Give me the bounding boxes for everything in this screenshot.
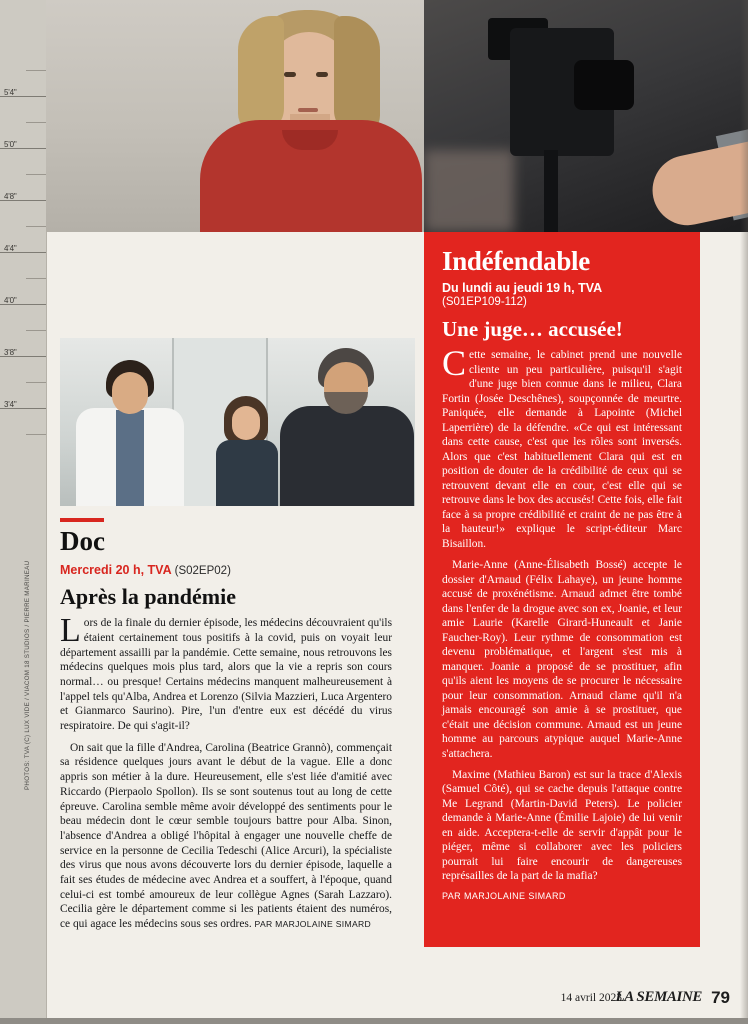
paragraph: Maxime (Mathieu Baron) est sur la trace d'Alexis (Samuel Côté), qui se cache depuis l'attaque contre Me Legrand (Martin-David Peters). Le policier demande à Marie-Anne (Émilie Lajoie) de lui venir en aide. Acceptera-t-elle de servir d'appât pour le piéger, même si collaborer avec les policiers pourrait lui faire encourir de dangereuses représailles de la part de la mafia? — [442, 768, 682, 883]
doc-series-scene-photo — [60, 338, 415, 506]
camera-operator-photo — [424, 0, 748, 232]
article-schedule: Du lundi au jeudi 19 h, TVA — [442, 281, 603, 295]
foreground-blur — [424, 150, 514, 232]
paragraph — [60, 612, 392, 734]
character-right — [276, 348, 415, 506]
doc-article — [60, 518, 392, 939]
paragraph — [60, 741, 392, 932]
paragraph-text: ette semaine, le cabinet prend une nouvelle cliente un peu particulière, puisqu'il s'agit d'une juge bien connue dans le milieu, Clara Fortin (Josée Deschênes), soupçonnée de meurtre. Paniquée, elle demande à Lapointe (Michel Laperrière) de la défendre. «Ce qui est intéressant dans cette cause, c'est que les rôles sont inversés. Alors que c'est habituellement Clara qui est en position de douter de la crédibilité de ceux qui se retrouvent devant elle en cour, c'est elle qui se retrouve dans le box des accusés! Cette fois, elle fait face à sa propre crédibilité et craint de ne pas être à la hauteur!» explique le script-éditeur Marc Bisaillon. — [442, 349, 682, 550]
article-headline: Après la pandémie — [60, 584, 236, 609]
measuring-ruler — [0, 0, 47, 1024]
schedule-text: Mercredi 20 h, TVA — [60, 563, 172, 577]
ruler-label: 4'8" — [4, 192, 17, 201]
ruler-label: 4'4" — [4, 244, 17, 253]
ruler-label: 4'0" — [4, 296, 17, 305]
page-edge-shadow — [740, 0, 748, 1024]
page-bottom-edge — [0, 1018, 748, 1024]
photo-credit: PHOTOS: TVA (C) LUX VIDE / VIACOM 18 STUDIOS / PIERRE MARINEAU — [24, 560, 31, 790]
article-byline: PAR MARJOLAINE SIMARD — [442, 890, 566, 901]
article-schedule — [60, 563, 392, 577]
tripod-shape — [544, 150, 558, 232]
paragraph-text: ors de la finale du dernier épisode, les médecins découvraient qu'ils étaient certainement tous positifs à la covid, puis on voyait leur département assailli par la pandémie. Cette semaine, nous retrouvons les médecins quelques mois plus tard, alors que la vie a repris son cours normal… ou presque! Certains médecins manquent malheureusement à l'appel tels qu'Alba, Andrea et Lorenzo (Silvia Mazzieri, Luca Argentero et Gianmarco Saurino). Pire, l'un d'entre eux est décédé du virus respiratoire. De qui s'agit-il? — [60, 617, 392, 733]
article-episode-code: (S02EP02) — [174, 565, 231, 577]
article-headline: Une juge… accusée! — [442, 317, 623, 342]
hair-right-shape — [334, 16, 380, 136]
issue-date: 14 avril 2023 — [560, 992, 622, 1004]
page-number: 79 — [711, 988, 730, 1007]
photo-subject — [186, 10, 436, 232]
ruler-label: 5'4" — [4, 88, 17, 97]
ruler-label: 3'4" — [4, 400, 17, 409]
page-footer — [0, 980, 748, 1006]
article-title: Doc — [60, 526, 105, 556]
article-title: Indéfendable — [442, 246, 590, 276]
character-left — [76, 360, 184, 506]
magazine-logo: LA SEMAINE — [615, 989, 702, 1005]
drop-cap: L — [60, 612, 81, 650]
character-center — [210, 396, 282, 506]
paragraph — [442, 343, 682, 551]
ruler-label: 3'8" — [4, 348, 17, 357]
drop-cap: C — [442, 343, 467, 384]
article-body — [60, 612, 392, 932]
title-rule — [60, 518, 104, 522]
article-byline: PAR MARJOLAINE SIMARD — [254, 919, 371, 930]
paragraph-text: On sait que la fille d'Andrea, Carolina (Beatrice Grannò), commençait sa résidence quelques jours avant le début de la vague. Elle a donc appris son métier à la dure. Heureusement, elle s'est liée d'amitié avec Riccardo (Pierpaolo Spollon). Ils se sont soutenus tout au long de cette épreuve. Carolina semble même avoir développé des sentiments pour le beau médecin dont le cœur semble toujours battre pour Alba. Sinon, l'absence d'Andrea a obligé l'hôpital à engager une nouvelle cheffe de service en la personne de Cecilia Tedeschi (Alice Arcuri), la spécialiste des virus que nous avons découverte lors du dernier épisode, laquelle a fait ses études de médecine avec Andrea et a souffert, à l'époque, quand celui-ci est tombé amoureux de leur collègue Agnes (Sarah Lazzaro). Cecilia gère le département comme si les patients étaient des numéros, ce qui agace les médecins sous ses ordres. — [60, 741, 392, 931]
eye-right-shape — [316, 72, 328, 77]
eye-left-shape — [284, 72, 296, 77]
indefendable-article — [424, 232, 700, 947]
article-episode-code: (S01EP109-112) — [442, 296, 527, 309]
ruler-label: 5'0" — [4, 140, 17, 149]
paragraph: Marie-Anne (Anne-Élisabeth Bossé) accepte le dossier d'Arnaud (Félix Lahaye), un jeune homme accusé de proxénétisme. Arnaud admet être tombé dans l'enfer de la drogue avec son ex, Joanie, et leur amie Laurie (Karelle Girard-Huneault et Janie Faucher-Roy). Leur rythme de consommation est devenu problématique, et l'argent s'est mis à manquer. Joanie a proposé de se prostituer, afin qu'ils aient les moyens de se procurer le nécessaire pour leur consommation. Arnaud clame qu'il n'a jamais encouragé son amie à se prostituer, que c'était une décision commune. Arnaud est un jeune homme au parcours atypique auquel Marie-Anne s'attachera. — [442, 559, 682, 760]
camera-lens-shape — [574, 60, 634, 110]
article-body — [442, 343, 682, 883]
hair-left-shape — [238, 16, 284, 134]
mouth-shape — [298, 108, 318, 112]
